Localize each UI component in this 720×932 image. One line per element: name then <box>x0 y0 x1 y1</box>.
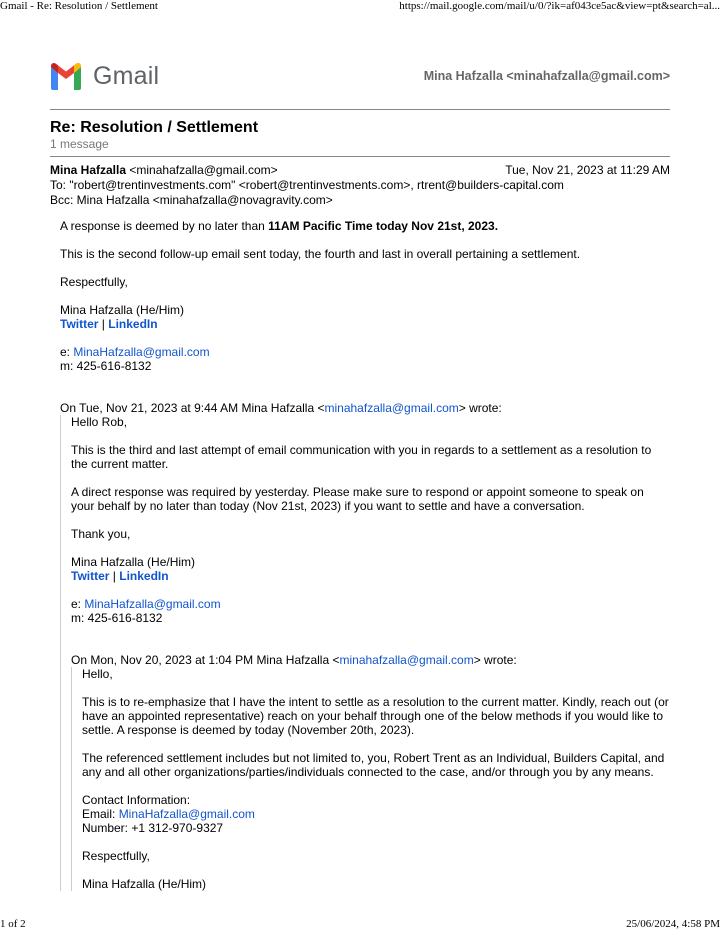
quote-paragraph: This is to re-emphasize that I have the intent to settle as a resolution to the current matter. Kindly, reach out (or have an appointed representative) reach on your behalf through one of the below methods if you would like to settle. A response is deemed by today (November 20th, 2023). <box>82 695 669 737</box>
body-paragraph: Respectfully, <box>60 275 128 289</box>
body-paragraph: A response is deemed by no later than 11AM Pacific Time today Nov 21st, 2023. <box>60 219 499 233</box>
quote-email-link[interactable]: minahafzalla@gmail.com <box>339 653 474 667</box>
to-line: To: "robert@trentinvestments.com" <robert@trentinvestments.com>, rtrent@builders-capital.com <box>50 178 564 192</box>
quote-greeting: Hello, <box>82 667 113 681</box>
quoted-message <box>60 415 670 891</box>
sender-email: <minahafzalla@gmail.com> <box>129 163 278 177</box>
twitter-link[interactable]: Twitter <box>71 569 110 583</box>
message-body <box>60 219 670 891</box>
quote-email-link[interactable]: minahafzalla@gmail.com <box>324 401 459 415</box>
linkedin-link[interactable]: LinkedIn <box>119 569 169 583</box>
contact-email: Email: MinaHafzalla@gmail.com <box>82 807 255 821</box>
signature-email: e: MinaHafzalla@gmail.com <box>60 345 210 359</box>
gmail-logo-icon <box>49 61 83 91</box>
quote-greeting: Hello Rob, <box>71 415 128 429</box>
quote-paragraph: Thank you, <box>71 527 131 541</box>
linkedin-link[interactable]: LinkedIn <box>108 317 158 331</box>
sender-name: Mina Hafzalla <box>50 163 127 177</box>
signature-phone: m: 425-616-8132 <box>71 611 163 625</box>
email-link[interactable]: MinaHafzalla@gmail.com <box>118 807 255 821</box>
gmail-header <box>50 56 670 96</box>
signature-name: Mina Hafzalla (He/Him) <box>60 303 185 317</box>
message-count: 1 message <box>50 137 109 151</box>
print-datetime: 25/06/2024, 4:58 PM <box>626 918 720 930</box>
divider <box>50 109 670 110</box>
quote-header: On Mon, Nov 20, 2023 at 1:04 PM Mina Hafzalla <minahafzalla@gmail.com> wrote: <box>71 653 517 667</box>
message-header <box>50 163 670 208</box>
email-link[interactable]: MinaHafzalla@gmail.com <box>84 597 221 611</box>
from-line <box>50 163 670 178</box>
contact-title: Contact Information: <box>82 793 191 807</box>
signature-name: Mina Hafzalla (He/Him) <box>71 555 196 569</box>
signature-name: Mina Hafzalla (He/Him) <box>82 877 207 891</box>
contact-number: Number: +1 312-970-9327 <box>82 821 224 835</box>
twitter-link[interactable]: Twitter <box>60 317 99 331</box>
print-url: https://mail.google.com/mail/u/0/?ik=af043ce5ac&view=pt&search=al... <box>399 0 720 12</box>
quote-closing: Respectfully, <box>82 849 150 863</box>
thread-subject: Re: Resolution / Settlement <box>50 119 259 136</box>
gmail-wordmark: Gmail <box>93 62 160 90</box>
bcc-line: Bcc: Mina Hafzalla <minahafzalla@novagravity.com> <box>50 193 333 207</box>
quote-paragraph: A direct response was required by yesterday. Please make sure to respond or appoint someone to speak on your behalf by no later than today (Nov 21st, 2023) if you want to settle and have a conversation. <box>71 485 644 513</box>
email-link[interactable]: MinaHafzalla@gmail.com <box>73 345 210 359</box>
social-links: Twitter | LinkedIn <box>60 317 158 331</box>
quote-header: On Tue, Nov 21, 2023 at 9:44 AM Mina Hafzalla <minahafzalla@gmail.com> wrote: <box>60 401 502 415</box>
social-links: Twitter | LinkedIn <box>71 569 169 583</box>
page-number: 1 of 2 <box>0 918 26 930</box>
divider <box>50 156 670 157</box>
signature-phone: m: 425-616-8132 <box>60 359 152 373</box>
email-print-page <box>50 56 670 891</box>
signature-email: e: MinaHafzalla@gmail.com <box>71 597 221 611</box>
quote-paragraph: This is the third and last attempt of email communication with you in regards to a settlement as a resolution to the current matter. <box>71 443 652 471</box>
message-date: Tue, Nov 21, 2023 at 11:29 AM <box>505 163 670 177</box>
print-header <box>0 0 720 14</box>
account-email: Mina Hafzalla <minahafzalla@gmail.com> <box>423 69 670 83</box>
body-paragraph: This is the second follow-up email sent today, the fourth and last in overall pertaining a settlement. <box>60 247 581 261</box>
quoted-message <box>71 667 670 891</box>
print-footer <box>0 918 720 932</box>
quote-paragraph: The referenced settlement includes but not limited to, you, Robert Trent as an Individual, Builders Capital, and any and all other organizations/parties/individuals connected to the case, and/or through you by any means. <box>82 751 665 779</box>
print-title: Gmail - Re: Resolution / Settlement <box>0 0 158 12</box>
